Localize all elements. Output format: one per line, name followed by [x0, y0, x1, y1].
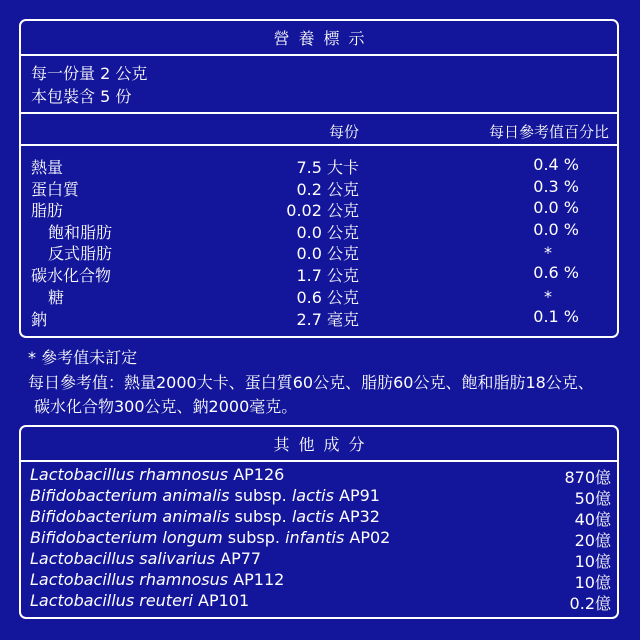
- nutrient-per-serving: 7.5 大卡: [296, 158, 359, 177]
- column-header-per-serving: 每份: [328, 123, 359, 141]
- nutrient-label: 反式脂肪: [48, 244, 113, 263]
- asterisk-note: * 參考值未訂定: [28, 348, 138, 367]
- nutrient-label: 糖: [48, 288, 65, 307]
- strain-count: 50億: [574, 489, 611, 508]
- daily-reference-note-line1: 每日參考值：熱量2000大卡、蛋白質60公克、脂肪60公克、飽和脂肪18公克、: [28, 373, 594, 392]
- nutrient-daily-value: 0.0 %: [533, 198, 579, 217]
- nutrient-label: 碳水化合物: [31, 266, 112, 285]
- strain-count: 20億: [574, 531, 611, 550]
- strain-count: 870億: [564, 468, 611, 487]
- nutrient-per-serving: 2.7 毫克: [296, 310, 359, 329]
- nutrition-facts-panel: [19, 19, 619, 338]
- nutrient-daily-value: *: [544, 243, 552, 262]
- header-divider: [21, 144, 617, 146]
- nutrient-daily-value: 0.4 %: [533, 155, 579, 174]
- daily-reference-note-line2: 碳水化合物300公克、鈉2000毫克。: [34, 397, 298, 416]
- strain-count: 0.2億: [569, 594, 611, 613]
- other-ingredients-panel: [19, 425, 619, 619]
- nutrient-per-serving: 0.0 公克: [296, 244, 359, 263]
- serving-divider: [21, 112, 617, 114]
- strain-name: Lactobacillus rhamnosus AP112: [30, 570, 285, 589]
- title-divider: [21, 54, 617, 56]
- column-header-daily-value: 每日參考值百分比: [488, 123, 609, 141]
- nutrient-daily-value: 0.1 %: [533, 307, 579, 326]
- other-title-divider: [21, 460, 617, 462]
- servings-per-package: 本包裝含 5 份: [31, 87, 132, 106]
- nutrient-per-serving: 0.6 公克: [296, 288, 359, 307]
- nutrient-daily-value: 0.3 %: [533, 177, 579, 196]
- nutrient-label: 飽和脂肪: [48, 223, 113, 242]
- strain-name: Bifidobacterium longum subsp. infantis AP02: [30, 528, 391, 547]
- nutrient-per-serving: 0.0 公克: [296, 223, 359, 242]
- nutrient-per-serving: 0.02 公克: [286, 201, 359, 220]
- nutrient-daily-value: *: [544, 287, 552, 306]
- nutrition-facts-title: 營養標示: [273, 29, 374, 48]
- nutrient-label: 脂肪: [31, 201, 64, 220]
- nutrient-daily-value: 0.6 %: [533, 263, 579, 282]
- nutrient-daily-value: 0.0 %: [533, 220, 579, 239]
- serving-size: 每一份量 2 公克: [31, 64, 148, 83]
- strain-count: 40億: [574, 510, 611, 529]
- strain-name: Lactobacillus reuteri AP101: [30, 591, 250, 610]
- other-ingredients-title: 其他成分: [273, 435, 374, 454]
- nutrient-label: 熱量: [31, 158, 64, 177]
- nutrient-label: 鈉: [31, 310, 48, 329]
- strain-name: Lactobacillus salivarius AP77: [30, 549, 262, 568]
- nutrient-per-serving: 0.2 公克: [296, 180, 359, 199]
- strain-count: 10億: [574, 552, 611, 571]
- strain-name: Bifidobacterium animalis subsp. lactis AP32: [30, 507, 380, 526]
- strain-name: Bifidobacterium animalis subsp. lactis AP91: [30, 486, 380, 505]
- strain-count: 10億: [574, 573, 611, 592]
- nutrient-label: 蛋白質: [31, 180, 80, 199]
- nutrient-per-serving: 1.7 公克: [296, 266, 359, 285]
- strain-name: Lactobacillus rhamnosus AP126: [30, 465, 285, 484]
